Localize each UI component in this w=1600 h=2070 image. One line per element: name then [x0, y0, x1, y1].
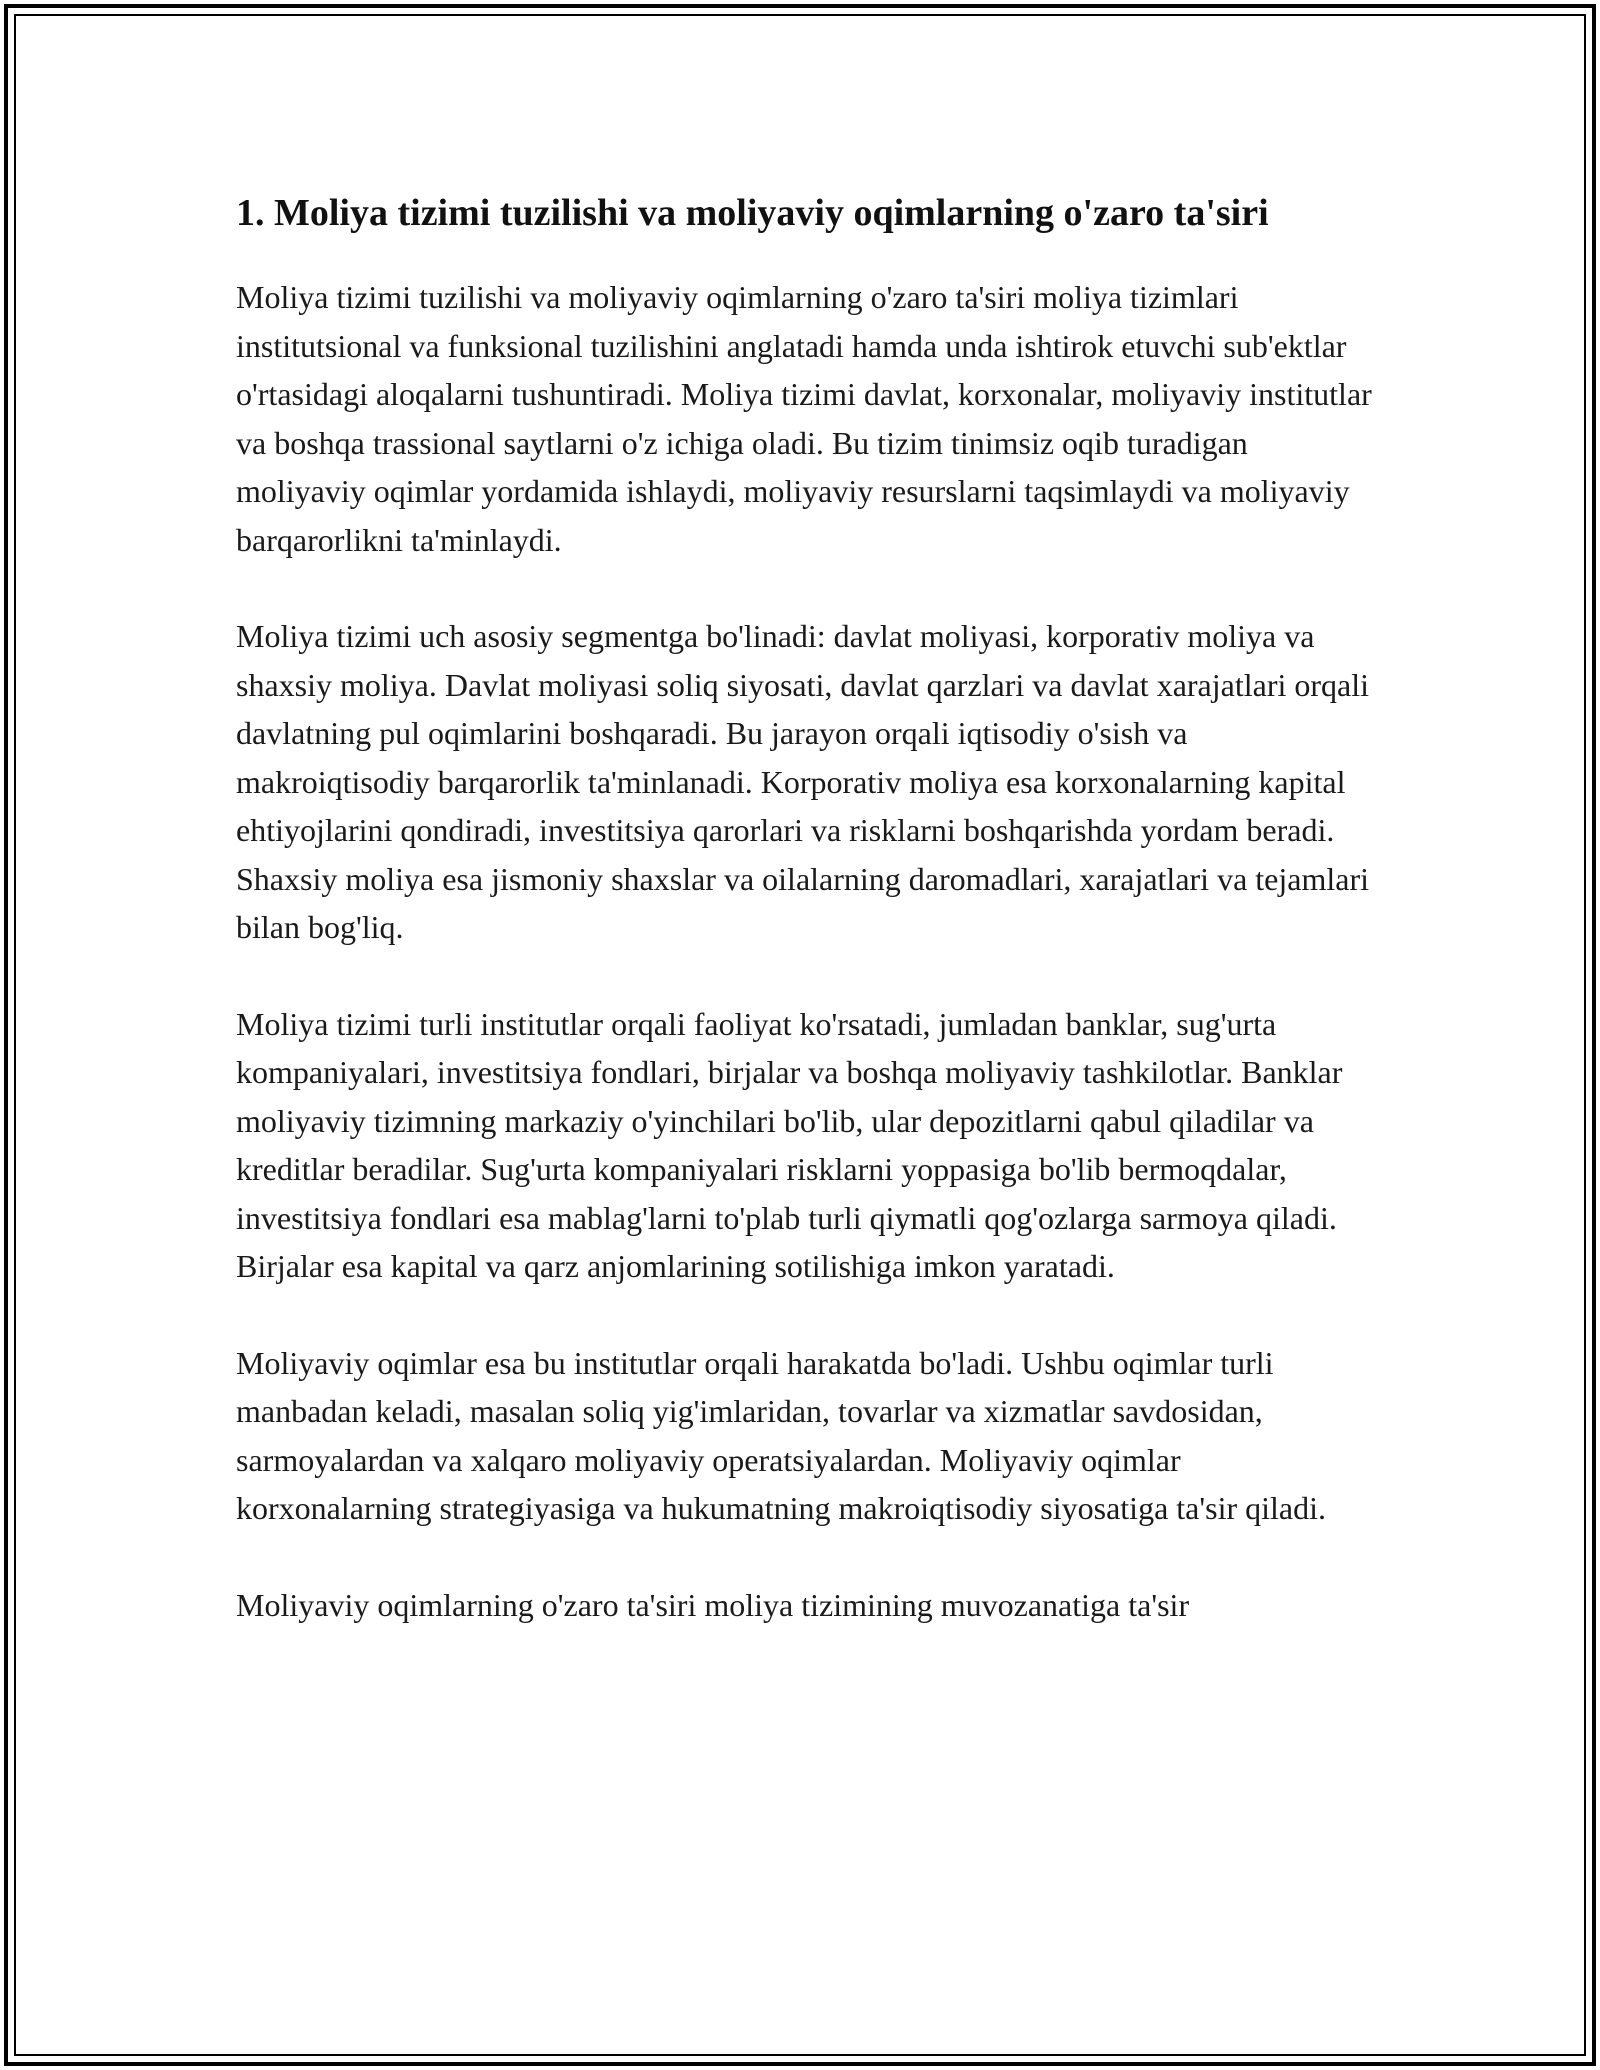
paragraph-2: Moliya tizimi uch asosiy segmentga bo'linadi: davlat moliyasi, korporativ moliya va shaxsiy moliya. Davlat moliyasi soliq siyosati, davlat qarzlari va davlat xarajatlari orqali davlatning pul oqimlarini boshqaradi. Bu jarayon orqali iqtisodiy o'sish va makroiqtisodiy barqarorlik ta'minlanadi. Korporativ moliya esa korxonalarning kapital ehtiyojlarini qondiradi, investitsiya qarorlari va risklarni boshqarishda yordam beradi. Shaxsiy moliya esa jismoniy shaxslar va oilalarning daromadlari, xarajatlari va tejamlari bilan bog'liq. [236, 618, 1370, 945]
paragraph-4: Moliyaviy oqimlar esa bu institutlar orqali harakatda bo'ladi. Ushbu oqimlar turli manbadan keladi, masalan soliq yig'imlaridan, tovarlar va xizmatlar savdosidan, sarmoyalardan va xalqaro moliyaviy operatsiyalardan. Moliyaviy oqimlar korxonalarning strategiyasiga va hukumatning makroiqtisodiy siyosatiga ta'sir qiladi. [236, 1344, 1326, 1526]
document-body [236, 186, 1376, 1677]
paragraph-5: Moliyaviy oqimlarning o'zaro ta'siri moliya tizimining muvozanatiga ta'sir [236, 1586, 1190, 1623]
section-heading: 1. Moliya tizimi tuzilishi va moliyaviy oqimlarning o'zaro ta'siri [236, 192, 1269, 234]
paragraph-3: Moliya tizimi turli institutlar orqali faoliyat ko'rsatadi, jumladan banklar, sug'urta kompaniyalari, investitsiya fondlari, birjalar va boshqa moliyaviy tashkilotlar. Banklar moliyaviy tizimning markaziy o'yinchilari bo'lib, ular depozitlarni qabul qiladilar va kreditlar beradilar. Sug'urta kompaniyalari risklarni yoppasiga bo'lib bermoqdalar, investitsiya fondlari esa mablag'larni to'plab turli qiymatli qog'ozlarga sarmoya qiladi. Birjalar esa kapital va qarz anjomlarining sotilishiga imkon yaratadi. [236, 1005, 1343, 1284]
paragraph-1: Moliya tizimi tuzilishi va moliyaviy oqimlarning o'zaro ta'siri moliya tizimlari institutsional va funksional tuzilishini anglatadi hamda unda ishtirok etuvchi sub'ektlar o'rtasidagi aloqalarni tushuntiradi. Moliya tizimi davlat, korxonalar, moliyaviy institutlar va boshqa trassional saytlarni o'z ichiga oladi. Bu tizim tinimsiz oqib turadigan moliyaviy oqimlar yordamida ishlaydi, moliyaviy resurslarni taqsimlaydi va moliyaviy barqarorlikni ta'minlaydi. [236, 279, 1372, 558]
